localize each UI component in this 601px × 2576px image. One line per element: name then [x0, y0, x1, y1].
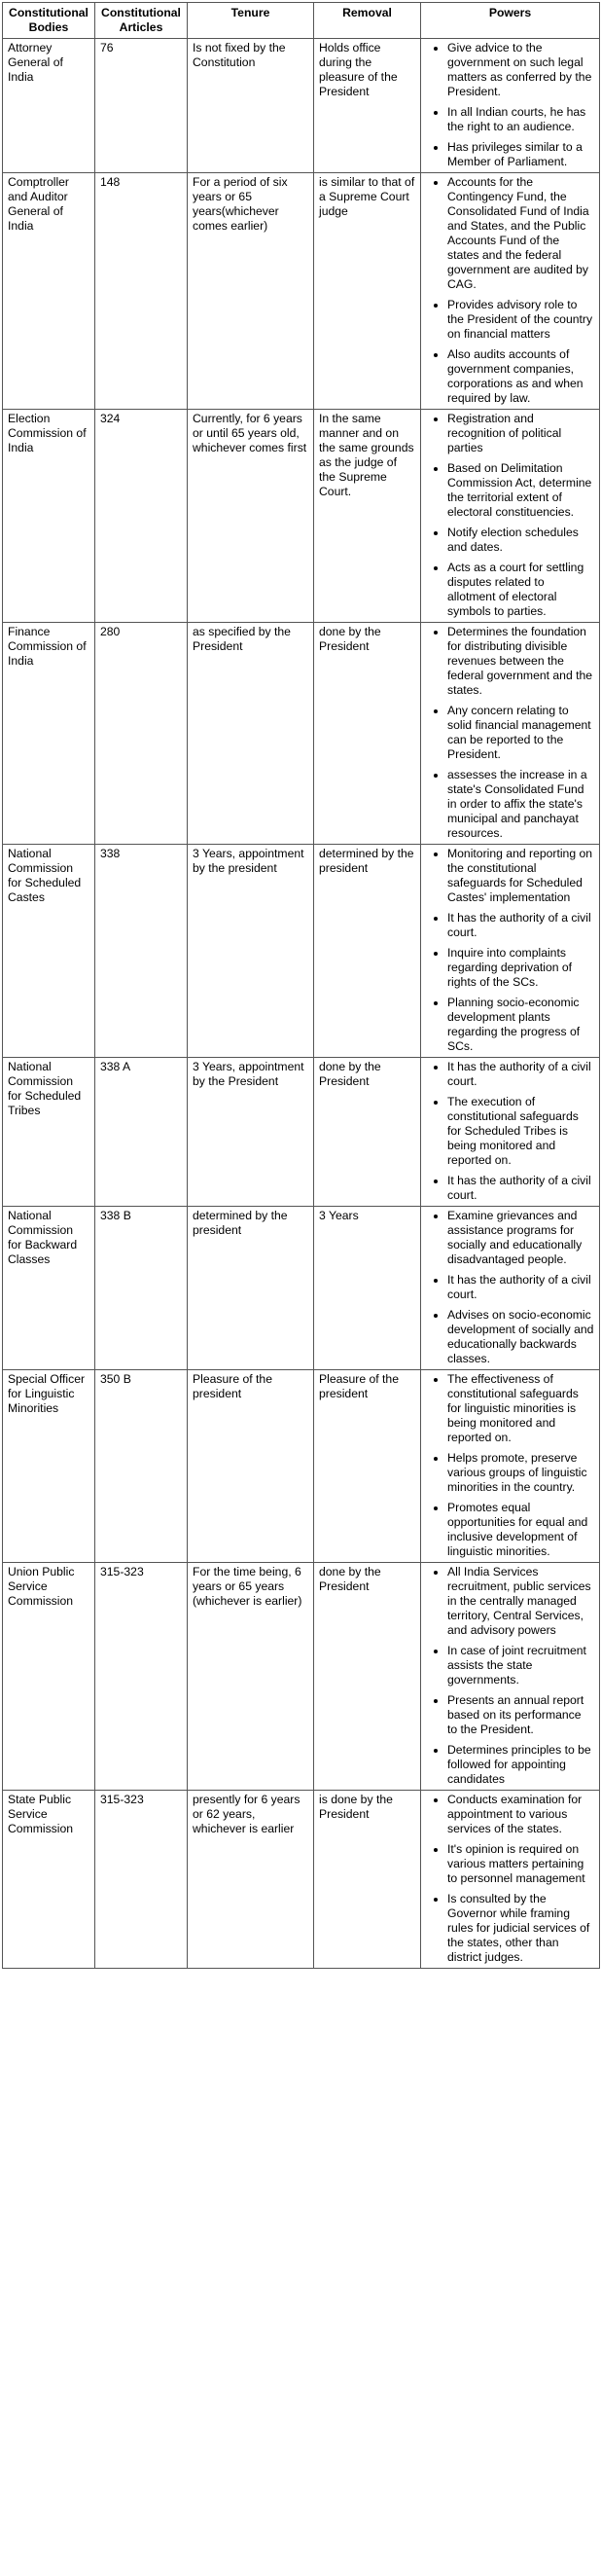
- table-row: [3, 1207, 600, 1370]
- article-cell: 338: [95, 845, 188, 1058]
- tenure-cell: Pleasure of the president: [188, 1370, 314, 1563]
- powers-cell: [421, 1207, 600, 1370]
- body-cell: Finance Commission of India: [3, 623, 95, 845]
- powers-list: [426, 847, 594, 1054]
- power-item: • All India Services recruitment, public services in the centrally managed territory, Central Services, and advisory powers: [447, 1565, 594, 1638]
- power-item: • The effectiveness of constitutional safeguards for linguistic minorities is being monitored and reported on.: [447, 1372, 594, 1445]
- body-cell: Comptroller and Auditor General of India: [3, 173, 95, 410]
- powers-cell: [421, 410, 600, 623]
- power-item: • Determines the foundation for distributing divisible revenues between the federal government and the states.: [447, 625, 594, 698]
- body-cell: National Commission for Scheduled Castes: [3, 845, 95, 1058]
- article-cell: 315-323: [95, 1563, 188, 1791]
- powers-cell: [421, 845, 600, 1058]
- power-item: • Helps promote, preserve various groups of linguistic minorities in the country.: [447, 1451, 594, 1495]
- table-row: [3, 1791, 600, 1969]
- removal-cell: In the same manner and on the same grounds as the judge of the Supreme Court.: [314, 410, 421, 623]
- removal-cell: done by the President: [314, 623, 421, 845]
- powers-list: [426, 412, 594, 619]
- article-cell: 338 A: [95, 1058, 188, 1207]
- header-bodies: Constitutional Bodies: [3, 3, 95, 39]
- power-item: • Acts as a court for settling disputes related to allotment of electoral symbols to parties.: [447, 561, 594, 619]
- tenure-cell: determined by the president: [188, 1207, 314, 1370]
- table-row: [3, 173, 600, 410]
- powers-cell: [421, 1563, 600, 1791]
- power-item: • It has the authority of a civil court.: [447, 1273, 594, 1302]
- article-cell: 324: [95, 410, 188, 623]
- body-cell: Election Commission of India: [3, 410, 95, 623]
- table-row: [3, 1370, 600, 1563]
- power-item: • Notify election schedules and dates.: [447, 526, 594, 555]
- power-item: • Monitoring and reporting on the constitutional safeguards for Scheduled Castes' implementation: [447, 847, 594, 905]
- removal-cell: 3 Years: [314, 1207, 421, 1370]
- body-cell: National Commission for Backward Classes: [3, 1207, 95, 1370]
- removal-cell: done by the President: [314, 1563, 421, 1791]
- tenure-cell: For a period of six years or 65 years(whichever comes earlier): [188, 173, 314, 410]
- tenure-cell: 3 Years, appointment by the president: [188, 845, 314, 1058]
- power-item: • Based on Delimitation Commission Act, determine the territorial extent of electoral constituencies.: [447, 461, 594, 520]
- power-item: • Planning socio-economic development plants regarding the progress of SCs.: [447, 996, 594, 1054]
- tenure-cell: Is not fixed by the Constitution: [188, 39, 314, 173]
- body-cell: Attorney General of India: [3, 39, 95, 173]
- removal-cell: done by the President: [314, 1058, 421, 1207]
- tenure-cell: presently for 6 years or 62 years, whichever is earlier: [188, 1791, 314, 1969]
- power-item: • Inquire into complaints regarding deprivation of rights of the SCs.: [447, 946, 594, 990]
- power-item: • It's opinion is required on various matters pertaining to personnel management: [447, 1842, 594, 1886]
- powers-cell: [421, 1791, 600, 1969]
- power-item: • Conducts examination for appointment to various services of the states.: [447, 1793, 594, 1836]
- powers-list: [426, 1209, 594, 1366]
- power-item: • Presents an annual report based on its performance to the President.: [447, 1693, 594, 1737]
- power-item: • Also audits accounts of government companies, corporations as and when required by law.: [447, 347, 594, 406]
- powers-list: [426, 1060, 594, 1203]
- power-item: • Registration and recognition of political parties: [447, 412, 594, 455]
- header-articles: Constitutional Articles: [95, 3, 188, 39]
- power-item: • Advises on socio-economic development of socially and educationally backwards classes.: [447, 1308, 594, 1366]
- powers-list: [426, 41, 594, 169]
- powers-list: [426, 1372, 594, 1559]
- powers-list: [426, 625, 594, 841]
- article-cell: 148: [95, 173, 188, 410]
- table-row: [3, 39, 600, 173]
- body-cell: Special Officer for Linguistic Minorities: [3, 1370, 95, 1563]
- power-item: • Provides advisory role to the President of the country on financial matters: [447, 298, 594, 342]
- article-cell: 280: [95, 623, 188, 845]
- powers-list: [426, 1565, 594, 1787]
- tenure-cell: Currently, for 6 years or until 65 years old, whichever comes first: [188, 410, 314, 623]
- removal-cell: determined by the president: [314, 845, 421, 1058]
- power-item: • Any concern relating to solid financial management can be reported to the President.: [447, 704, 594, 762]
- header-tenure: Tenure: [188, 3, 314, 39]
- body-cell: State Public Service Commission: [3, 1791, 95, 1969]
- tenure-cell: For the time being, 6 years or 65 years (whichever is earlier): [188, 1563, 314, 1791]
- powers-cell: [421, 623, 600, 845]
- article-cell: 338 B: [95, 1207, 188, 1370]
- table-row: [3, 410, 600, 623]
- article-cell: 315-323: [95, 1791, 188, 1969]
- power-item: • Determines principles to be followed for appointing candidates: [447, 1743, 594, 1787]
- powers-cell: [421, 39, 600, 173]
- removal-cell: is done by the President: [314, 1791, 421, 1969]
- powers-cell: [421, 1370, 600, 1563]
- article-cell: 350 B: [95, 1370, 188, 1563]
- power-item: • Has privileges similar to a Member of Parliament.: [447, 140, 594, 169]
- power-item: • It has the authority of a civil court.: [447, 1060, 594, 1089]
- header-row: [3, 3, 600, 39]
- tenure-cell: 3 Years, appointment by the President: [188, 1058, 314, 1207]
- removal-cell: is similar to that of a Supreme Court judge: [314, 173, 421, 410]
- power-item: • Give advice to the government on such legal matters as conferred by the President.: [447, 41, 594, 99]
- power-item: • assesses the increase in a state's Consolidated Fund in order to affix the state's municipal and panchayat resources.: [447, 768, 594, 841]
- power-item: • Accounts for the Contingency Fund, the Consolidated Fund of India and States, and the Public Accounts Fund of the states and the federal government are audited by CAG.: [447, 175, 594, 292]
- power-item: • In all Indian courts, he has the right to an audience.: [447, 105, 594, 134]
- table-row: [3, 623, 600, 845]
- power-item: • In case of joint recruitment assists the state governments.: [447, 1644, 594, 1687]
- power-item: • Promotes equal opportunities for equal and inclusive development of linguistic minorities.: [447, 1501, 594, 1559]
- header-powers: Powers: [421, 3, 600, 39]
- power-item: • Examine grievances and assistance programs for socially and educationally disadvantaged people.: [447, 1209, 594, 1267]
- power-item: • Is consulted by the Governor while framing rules for judicial services of the states, other than district judges.: [447, 1892, 594, 1965]
- header-removal: Removal: [314, 3, 421, 39]
- table-row: [3, 1563, 600, 1791]
- body-cell: National Commission for Scheduled Tribes: [3, 1058, 95, 1207]
- power-item: • It has the authority of a civil court.: [447, 1174, 594, 1203]
- article-cell: 76: [95, 39, 188, 173]
- table-row: [3, 845, 600, 1058]
- removal-cell: Pleasure of the president: [314, 1370, 421, 1563]
- table-row: [3, 1058, 600, 1207]
- body-cell: Union Public Service Commission: [3, 1563, 95, 1791]
- powers-list: [426, 175, 594, 406]
- constitutional-bodies-table: [2, 2, 600, 1969]
- removal-cell: Holds office during the pleasure of the President: [314, 39, 421, 173]
- power-item: • It has the authority of a civil court.: [447, 911, 594, 940]
- powers-cell: [421, 1058, 600, 1207]
- tenure-cell: as specified by the President: [188, 623, 314, 845]
- power-item: • The execution of constitutional safeguards for Scheduled Tribes is being monitored and reported on.: [447, 1095, 594, 1168]
- powers-cell: [421, 173, 600, 410]
- powers-list: [426, 1793, 594, 1965]
